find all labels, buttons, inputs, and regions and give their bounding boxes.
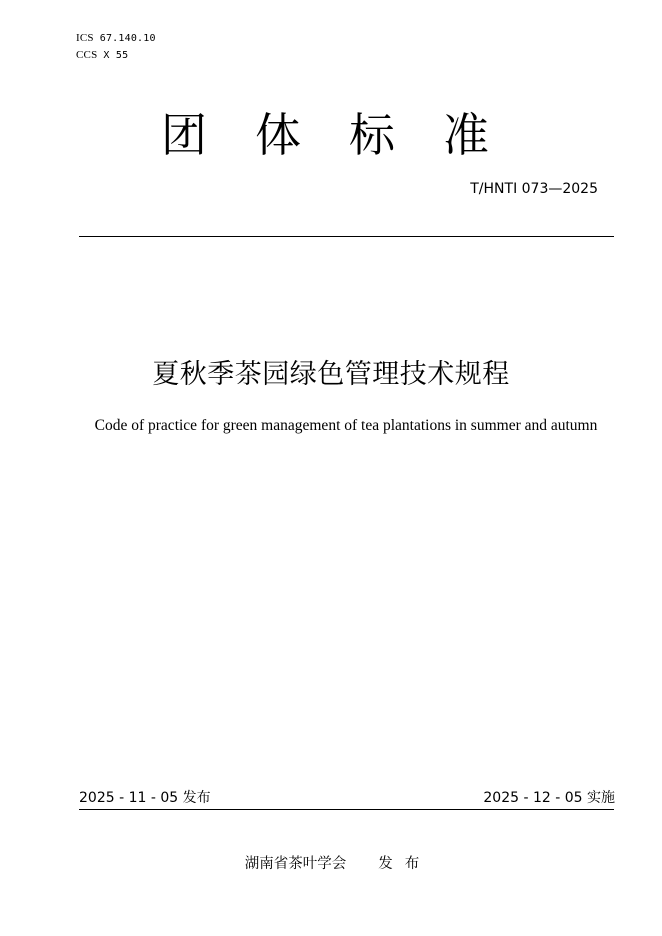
- ics-classification: [76, 31, 156, 46]
- document-title-english: Code of practice for green management of tea plantations in summer and autumn: [94, 417, 598, 434]
- document-type-heading: 团体标准: [161, 108, 537, 162]
- ccs-label: CCS: [76, 49, 98, 61]
- header-divider: [79, 236, 614, 237]
- ccs-classification: [76, 48, 128, 63]
- implement-date: 2025 - 12 - 05 实施: [483, 790, 615, 806]
- document-title-chinese: 夏秋季茶园绿色管理技术规程: [152, 359, 510, 390]
- ccs-code: X 55: [103, 50, 129, 61]
- issuing-organization: [0, 854, 662, 874]
- standard-number: T/HNTI 073—2025: [470, 181, 598, 197]
- footer-divider: [79, 809, 614, 810]
- ics-code: 67.140.10: [99, 33, 156, 44]
- issuer-name: 湖南省茶叶学会: [244, 856, 347, 872]
- publish-date: 2025 - 11 - 05 发布: [79, 790, 211, 806]
- ics-label: ICS: [76, 32, 94, 44]
- issuer-action: 发布: [378, 856, 432, 872]
